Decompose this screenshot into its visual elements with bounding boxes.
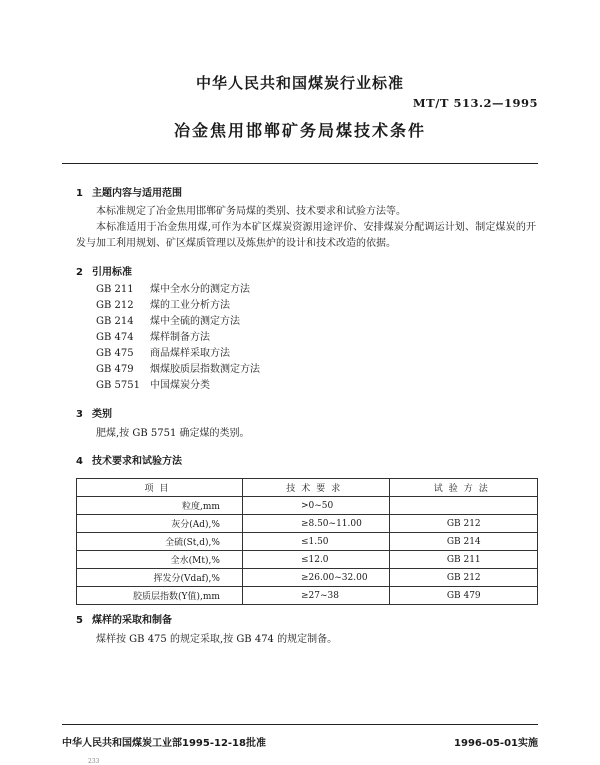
table-cell-item: 粒度,mm <box>77 497 243 515</box>
reference-code: GB 211 <box>96 284 134 295</box>
section-3-heading <box>76 405 112 420</box>
table-row <box>77 569 538 587</box>
reference-item <box>96 314 260 330</box>
table-cell-requirement: ≥26.00~32.00 <box>242 569 390 587</box>
section-1-paragraph-2: 本标准适用于冶金焦用煤,可作为本矿区煤炭资源用途评价、安排煤炭分配调运计划、制定煤炭的开发与加工利用规划、矿区煤质管理以及炼焦炉的设计和技术改造的依据。 <box>76 222 536 249</box>
table-cell-requirement: ≤12.0 <box>242 551 390 569</box>
reference-code: GB 5751 <box>96 380 140 391</box>
section-5-heading <box>76 611 172 626</box>
table-cell-method: GB 212 <box>390 515 538 533</box>
table-row <box>77 515 538 533</box>
reference-code: GB 479 <box>96 364 134 375</box>
header-divider <box>62 163 538 164</box>
section-4-heading <box>76 452 182 467</box>
table-cell-item: 胶质层指数(Y值),mm <box>77 587 243 605</box>
reference-name: 煤样制备方法 <box>150 332 210 343</box>
column-header-item: 项目 <box>77 479 243 497</box>
table-cell-method <box>390 497 538 515</box>
table-cell-requirement: ≥8.50~11.00 <box>242 515 390 533</box>
section-title: 煤样的采取和制备 <box>92 615 172 626</box>
reference-code: GB 212 <box>96 300 134 311</box>
table-cell-method: GB 479 <box>390 587 538 605</box>
table-cell-item: 全水(Mt),% <box>77 551 243 569</box>
reference-item <box>96 362 260 378</box>
reference-code: GB 214 <box>96 316 134 327</box>
section-title: 主题内容与适用范围 <box>92 188 182 199</box>
table-row <box>77 587 538 605</box>
standard-title: 冶金焦用邯郸矿务局煤技术条件 <box>173 121 426 140</box>
section-number: 4 <box>76 456 83 467</box>
technical-requirements-table <box>76 478 538 605</box>
section-2-heading <box>76 263 132 278</box>
table-header-row <box>77 479 538 497</box>
reference-name: 商品煤样采取方法 <box>150 348 230 359</box>
issuing-organization: 中华人民共和国煤炭行业标准 <box>195 74 404 92</box>
reference-name: 中国煤炭分类 <box>150 380 210 391</box>
table-cell-requirement: >0~50 <box>242 497 390 515</box>
reference-name: 煤的工业分析方法 <box>150 300 230 311</box>
reference-item <box>96 378 260 394</box>
section-number: 3 <box>76 409 83 420</box>
section-number: 5 <box>76 615 83 626</box>
table-cell-method: GB 212 <box>390 569 538 587</box>
section-1-heading <box>76 184 182 199</box>
table-cell-item: 挥发分(Vdaf),% <box>77 569 243 587</box>
reference-name: 煤中全水分的测定方法 <box>150 284 250 295</box>
table-cell-method: GB 214 <box>390 533 538 551</box>
column-header-requirement: 技术要求 <box>242 479 390 497</box>
section-title: 类别 <box>92 409 112 420</box>
reference-item <box>96 330 260 346</box>
implementation-date: 1996-05-01实施 <box>454 738 538 749</box>
section-3-paragraph: 肥煤,按 GB 5751 确定煤的类别。 <box>96 428 250 439</box>
table-cell-method: GB 211 <box>390 551 538 569</box>
section-title: 技术要求和试验方法 <box>92 456 182 467</box>
table-cell-requirement: ≤1.50 <box>242 533 390 551</box>
reference-name: 煤中全硫的测定方法 <box>150 316 240 327</box>
section-number: 1 <box>76 188 83 199</box>
page-mark: 233 <box>88 758 100 765</box>
section-number: 2 <box>76 267 83 278</box>
footer-divider <box>62 724 538 725</box>
table-row <box>77 533 538 551</box>
table-cell-item: 全硫(St,d),% <box>77 533 243 551</box>
standard-code: MT/T 513.2—1995 <box>412 96 538 110</box>
reference-name: 烟煤胶质层指数测定方法 <box>150 364 260 375</box>
table-row <box>77 551 538 569</box>
reference-item <box>96 282 260 298</box>
reference-code: GB 474 <box>96 332 134 343</box>
table-row <box>77 497 538 515</box>
section-title: 引用标准 <box>92 267 132 278</box>
section-5-paragraph: 煤样按 GB 475 的规定采取,按 GB 474 的规定制备。 <box>96 634 338 645</box>
reference-list <box>96 282 260 394</box>
table-cell-requirement: ≥27~38 <box>242 587 390 605</box>
reference-code: GB 475 <box>96 348 134 359</box>
table-cell-item: 灰分(Ad),% <box>77 515 243 533</box>
section-1-paragraph-1: 本标准规定了冶金焦用邯郸矿务局煤的类别、技术要求和试验方法等。 <box>96 206 406 217</box>
column-header-method: 试验方法 <box>390 479 538 497</box>
approval-statement: 中华人民共和国煤炭工业部1995-12-18批准 <box>62 738 266 749</box>
reference-item <box>96 346 260 362</box>
reference-item <box>96 298 260 314</box>
